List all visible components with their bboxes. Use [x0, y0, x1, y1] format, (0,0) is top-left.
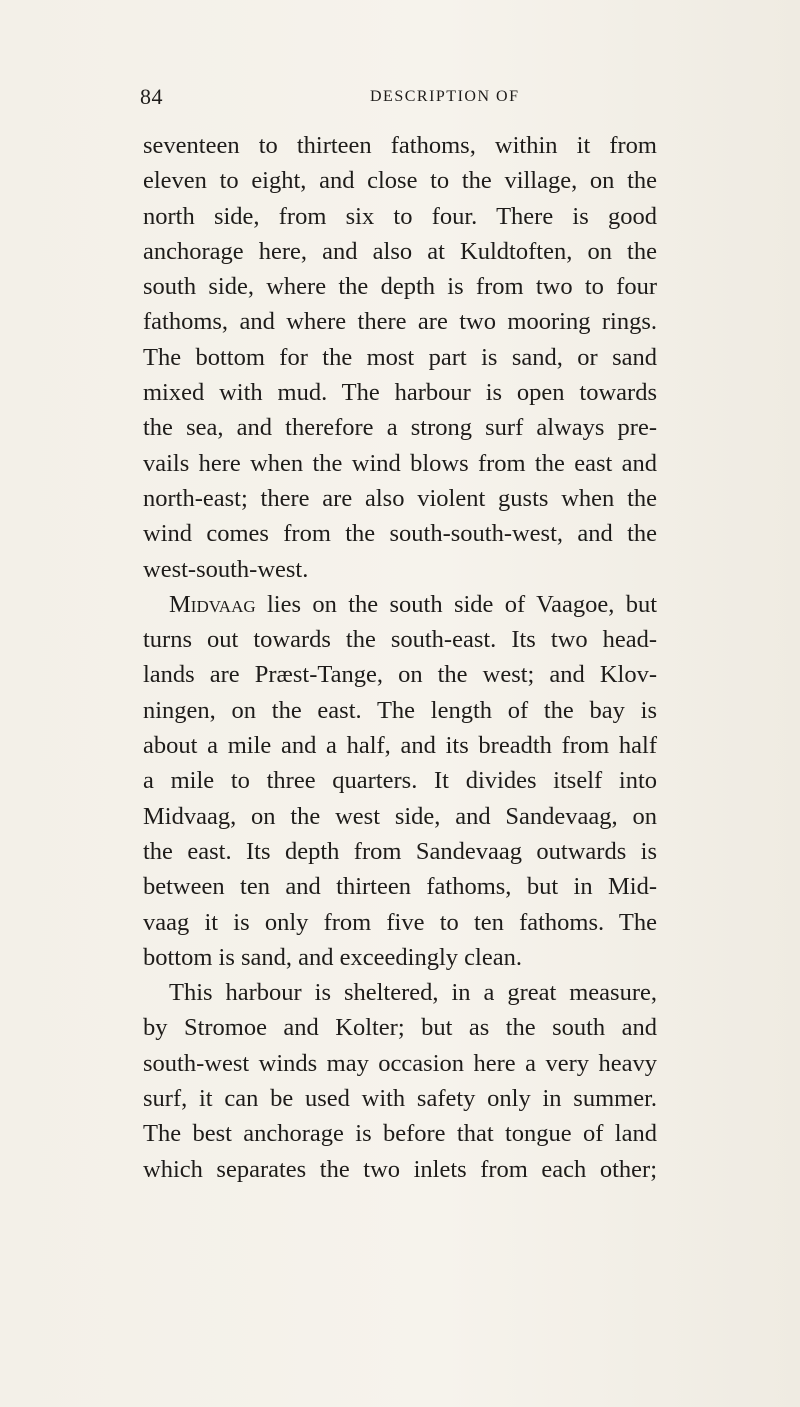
text-line: This harbour is sheltered, in a great measure,	[169, 979, 657, 1007]
running-head: DESCRIPTION OF	[370, 88, 520, 105]
text-line: fathoms, and where there are two mooring rings.	[143, 308, 657, 336]
text-line: lands are Præst-Tange, on the west; and Klov-	[143, 661, 657, 689]
text-line: the sea, and therefore a strong surf always pre-	[143, 414, 657, 442]
text-line: vails here when the wind blows from the east and	[143, 449, 657, 477]
text-line: bottom is sand, and exceedingly clean.	[143, 943, 522, 971]
text-line: ningen, on the east. The length of the bay is	[143, 696, 657, 724]
body-text	[143, 128, 657, 1187]
text-line: which separates the two inlets from each other;	[143, 1155, 657, 1183]
page-number: 84	[140, 84, 163, 109]
text-line: The bottom for the most part is sand, or sand	[143, 343, 657, 371]
text-line: vaag it is only from five to ten fathoms. The	[143, 908, 657, 936]
text-line: anchorage here, and also at Kuldtoften, on the	[143, 237, 657, 265]
text-line: between ten and thirteen fathoms, but in Mid-	[143, 873, 657, 901]
text-line: north side, from six to four. There is good	[143, 202, 657, 230]
text-line: a mile to three quarters. It divides itself into	[143, 767, 657, 795]
text-line: by Stromoe and Kolter; but as the south and	[143, 1014, 657, 1042]
text-line: mixed with mud. The harbour is open towards	[143, 379, 657, 407]
text-line: about a mile and a half, and its breadth from half	[143, 732, 657, 760]
text-line: north-east; there are also violent gusts when the	[143, 484, 657, 512]
text-line: south side, where the depth is from two to four	[143, 273, 657, 301]
text-line: west-south-west.	[143, 555, 309, 583]
text-line: The best anchorage is before that tongue of land	[143, 1120, 657, 1148]
text-line: surf, it can be used with safety only in summer.	[143, 1085, 657, 1113]
text-line: eleven to eight, and close to the village, on the	[143, 167, 657, 195]
text-line: Midvaag, on the west side, and Sandevaag, on	[143, 802, 657, 830]
page-header	[140, 84, 660, 114]
text-line: seventeen to thirteen fathoms, within it from	[143, 132, 657, 159]
text-line: turns out towards the south-east. Its two head-	[143, 626, 657, 654]
text-line: south-west winds may occasion here a very heavy	[143, 1049, 657, 1077]
text-line-midvaag	[143, 587, 657, 622]
text-line: the east. Its depth from Sandevaag outwards is	[143, 837, 657, 865]
text-line: wind comes from the south-south-west, and the	[143, 520, 657, 548]
place-heading-midvaag: Midvaag	[169, 590, 256, 618]
text-line-rest: lies on the south side of Vaagoe, but	[267, 590, 657, 618]
